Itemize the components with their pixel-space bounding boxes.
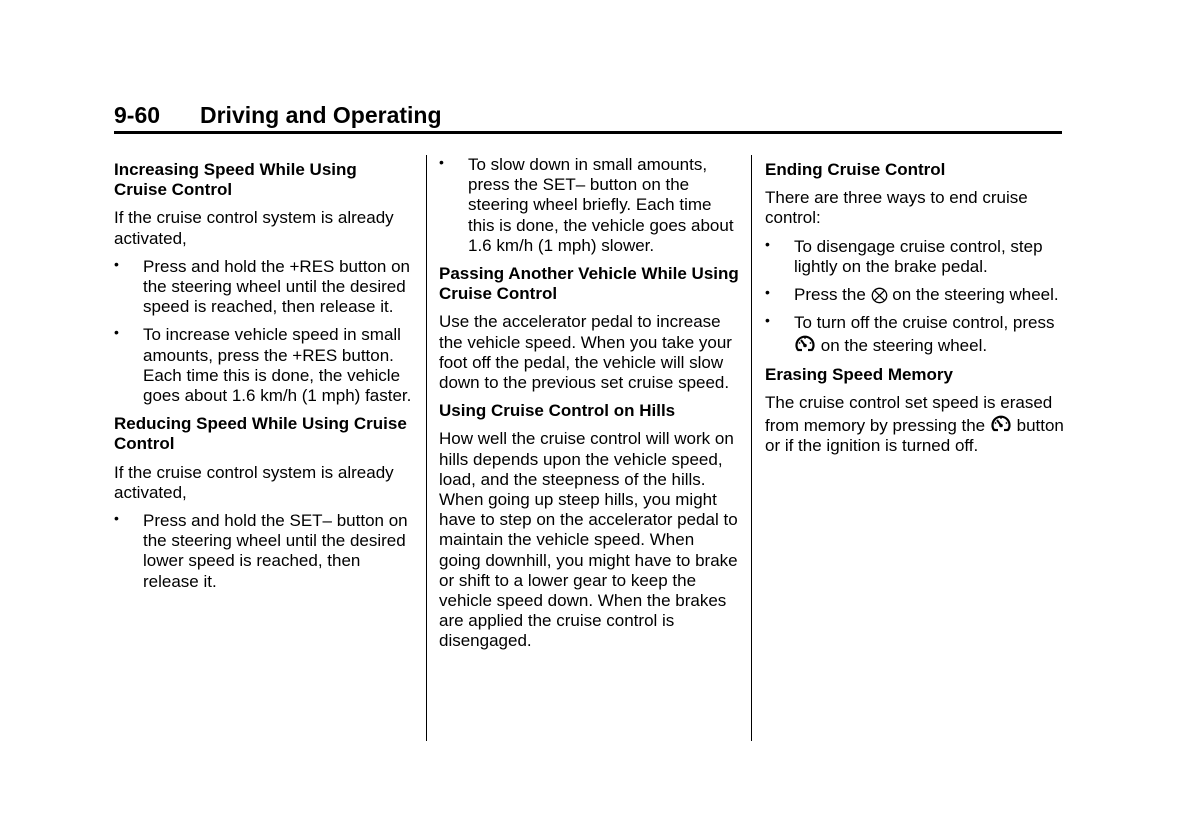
- paragraph: There are three ways to end cruise control:: [765, 188, 1028, 228]
- column-divider: [751, 155, 752, 741]
- list-item-text-pre: Press the: [794, 285, 866, 305]
- list-item-text-post: on the steering wheel.: [892, 285, 1059, 305]
- paragraph: [765, 393, 1065, 457]
- paragraph: If the cruise control system is already activated,: [114, 462, 394, 502]
- section-title: Driving and Operating: [200, 102, 442, 128]
- bullet: •: [114, 255, 119, 272]
- column-3: [765, 160, 1065, 464]
- list-item: [765, 313, 1065, 356]
- heading-increasing-speed: Increasing Speed While Using Cruise Control: [114, 160, 357, 200]
- list-item: [765, 237, 1065, 277]
- column-2: [439, 155, 739, 660]
- list-item-text: To slow down in small amounts, press the SET– button on the steering wheel briefly. Each time this is done, the vehicle goes about 1.6 km/h (1 mph) slower.: [468, 155, 734, 255]
- list-item-text: Press and hold the +RES button on the steering wheel until the desired speed is reached, then release it.: [143, 256, 410, 317]
- bullet: •: [439, 154, 444, 170]
- paragraph: If the cruise control system is already activated,: [114, 208, 394, 248]
- paragraph: How well the cruise control will work on hills depends upon the vehicle speed, load, and the steepness of the hills. When going up steep hills, you might have to step on the accelerator pedal to maintain the vehicle speed. When going downhill, you might have to brake or shift to a lower gear to keep the vehicle speed down. When the brakes are applied the cruise control is disengaged.: [439, 429, 738, 651]
- heading-reducing-speed: Reducing Speed While Using Cruise Control: [114, 414, 407, 454]
- page-header: [114, 101, 1062, 134]
- cruise-cancel-icon: [871, 287, 888, 304]
- list-item: [114, 325, 414, 406]
- column-divider: [426, 155, 427, 741]
- list-item-text: To disengage cruise control, step lightly on the brake pedal.: [794, 236, 1043, 276]
- heading-ending-cruise: Ending Cruise Control: [765, 160, 946, 179]
- column-1: [114, 160, 414, 600]
- heading-erasing-memory: Erasing Speed Memory: [765, 364, 954, 384]
- list-item: [114, 511, 414, 592]
- cruise-control-icon: [990, 413, 1012, 435]
- heading-hills: Using Cruise Control on Hills: [439, 401, 676, 421]
- paragraph: Use the accelerator pedal to increase the vehicle speed. When you take your foot off the pedal, the vehicle will slow down to the previous set cruise speed.: [439, 312, 732, 393]
- page-number: 9-60: [114, 102, 161, 128]
- heading-passing-vehicle: Passing Another Vehicle While Using Cruise Control: [439, 264, 739, 304]
- list-item: [439, 155, 739, 256]
- cruise-control-icon: [794, 333, 816, 355]
- bullet: •: [765, 284, 770, 301]
- paragraph-text-post: button or if the ignition is turned off.: [765, 416, 1064, 456]
- list-item-text: To increase vehicle speed in small amounts, press the +RES button. Each time this is done, the vehicle goes about 1.6 km/h (1 mph) faster.: [143, 325, 412, 406]
- bullet: •: [114, 324, 119, 341]
- list-item-text: Press and hold the SET– button on the steering wheel until the desired lower speed is reached, then release it.: [143, 511, 408, 591]
- list-item: [114, 257, 414, 318]
- list-item-text-post: on the steering wheel.: [820, 336, 988, 356]
- paragraph-text-pre: The cruise control set speed is erased from memory by pressing the: [765, 392, 1053, 436]
- list-item-text-pre: To turn off the cruise control, press: [794, 313, 1055, 333]
- bullet: •: [765, 235, 770, 252]
- list-item: [765, 285, 1065, 305]
- bullet: •: [114, 510, 119, 527]
- bullet: •: [765, 312, 770, 329]
